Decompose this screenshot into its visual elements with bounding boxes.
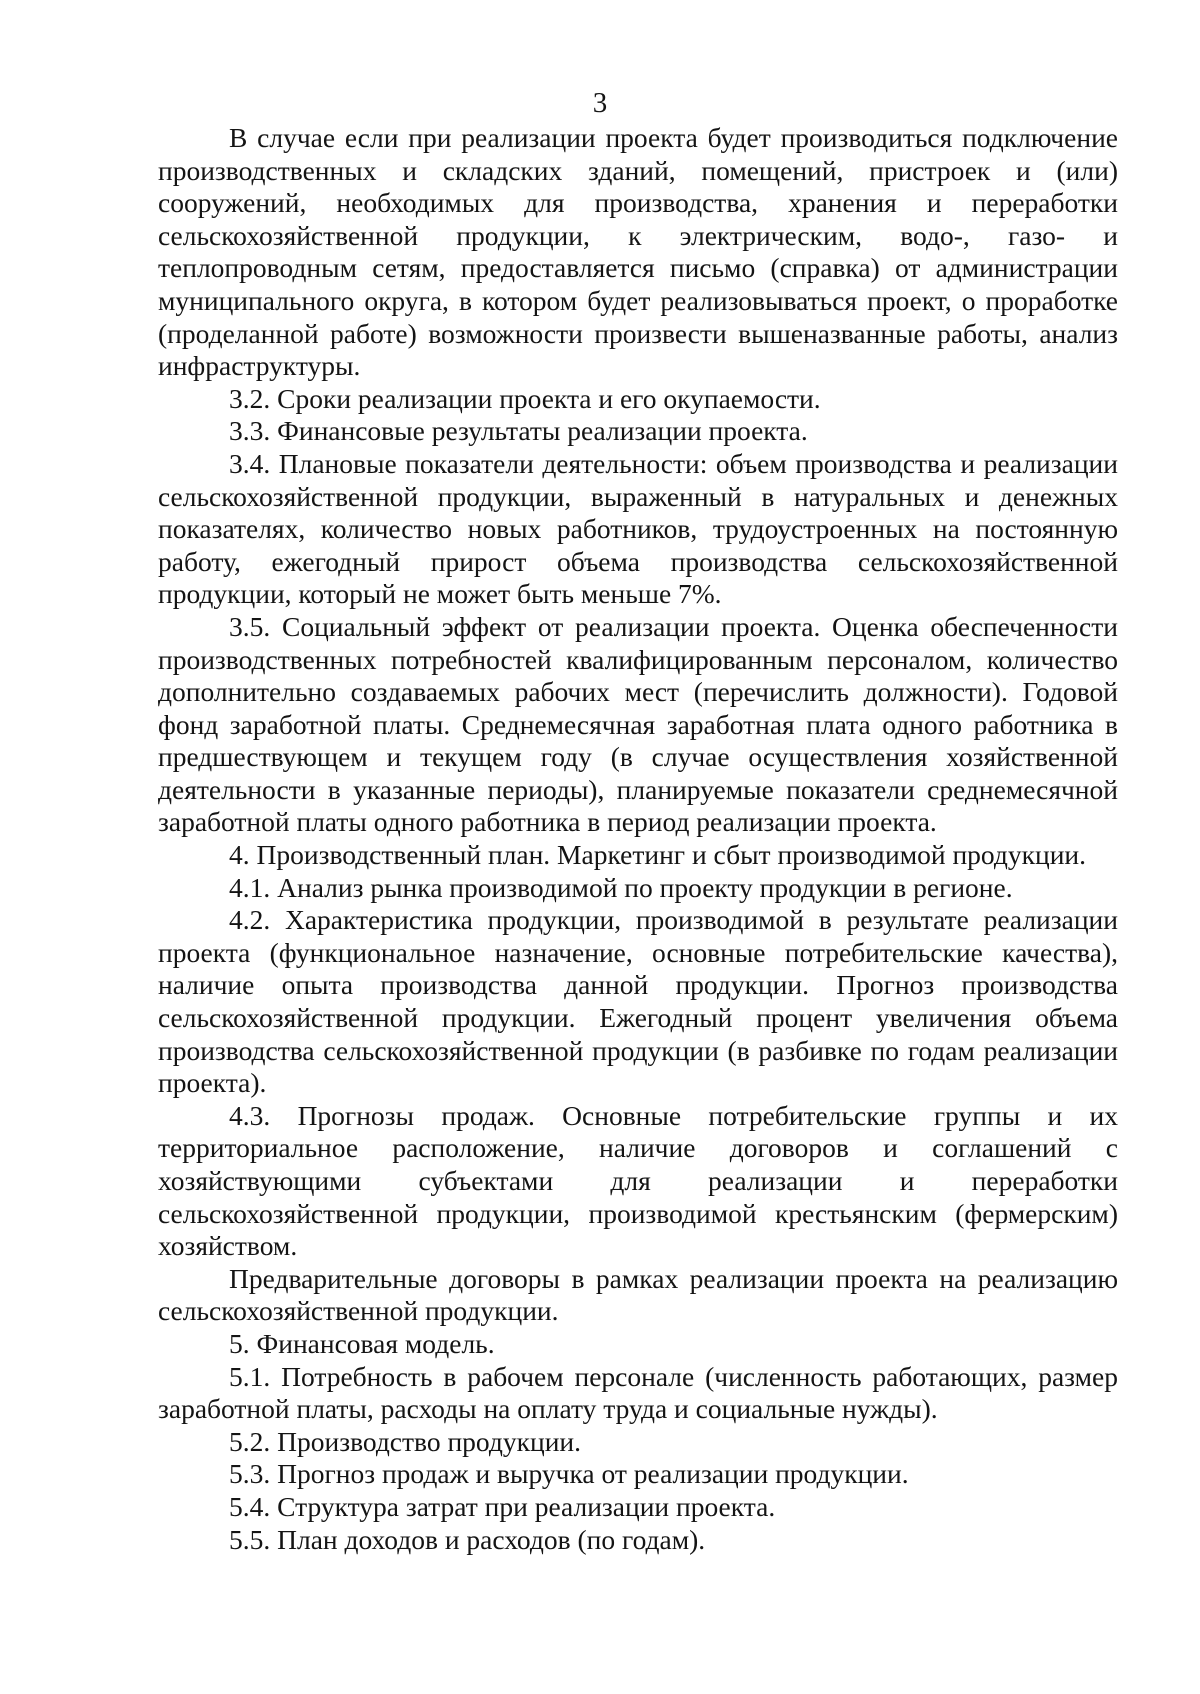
- paragraph-5-2: 5.2. Производство продукции.: [229, 1425, 582, 1457]
- document-body: [158, 122, 1118, 1556]
- paragraph-4-3: 4.3. Прогнозы продаж. Основные потребительские группы и их территориальное расположение, наличие договоров и соглашений с хозяйствующими субъектами для реализации и переработки сельскохозяйственной продукции, производимой крестьянским (фермерским) хозяйством.: [158, 1099, 1118, 1262]
- paragraph-4-1: 4.1. Анализ рынка производимой по проекту продукции в регионе.: [229, 871, 1013, 903]
- paragraph-preliminary-contracts: Предварительные договоры в рамках реализации проекта на реализацию сельскохозяйственной продукции.: [158, 1262, 1118, 1327]
- paragraph-4-2: 4.2. Характеристика продукции, производимой в результате реализации проекта (функциональное назначение, основные потребительские качества), наличие опыта производства данной продукции. Прогноз производства сельскохозяйственной продукции. Ежегодный процент увеличения объема производства сельскохозяйственной продукции (в разбивке по годам реализации проекта).: [158, 904, 1118, 1099]
- paragraph-3-5: 3.5. Социальный эффект от реализации проекта. Оценка обеспеченности производственных потребностей квалифицированным персоналом, количество дополнительно создаваемых рабочих мест (перечислить должности). Годовой фонд заработной платы. Среднемесячная заработная плата одного работника в предшествующем и текущем году (в случае осуществления хозяйственной деятельности в указанные периоды), планируемые показатели среднемесячной заработной платы одного работника в период реализации проекта.: [158, 610, 1118, 838]
- paragraph-5-3: 5.3. Прогноз продаж и выручка от реализации продукции.: [229, 1458, 909, 1490]
- paragraph-3-2: 3.2. Сроки реализации проекта и его окупаемости.: [229, 382, 821, 414]
- paragraph-3-4: 3.4. Плановые показатели деятельности: объем производства и реализации сельскохозяйственной продукции, выраженный в натуральных и денежных показателях, количество новых работников, трудоустроенных на постоянную работу, ежегодный прирост объема производства сельскохозяйственной продукции, который не может быть меньше 7%.: [158, 447, 1118, 610]
- paragraph-5-1: 5.1. Потребность в рабочем персонале (численность работающих, размер заработной платы, расходы на оплату труда и социальные нужды).: [158, 1360, 1118, 1425]
- paragraph-infrastructure-letter: В случае если при реализации проекта будет производиться подключение производственных и складских зданий, помещений, пристроек и (или) сооружений, необходимых для производства, хранения и переработки сельскохозяйственной продукции, к электрическим, водо-, газо- и теплопроводным сетям, предоставляется письмо (справка) от администрации муниципального округа, в котором будет реализовываться проект, о проработке (проделанной работе) возможности произвести вышеназванные работы, анализ инфраструктуры.: [158, 122, 1118, 382]
- paragraph-3-3: 3.3. Финансовые результаты реализации проекта.: [229, 415, 808, 447]
- paragraph-4: 4. Производственный план. Маркетинг и сбыт производимой продукции.: [229, 839, 1086, 871]
- paragraph-5-4: 5.4. Структура затрат при реализации проекта.: [229, 1490, 776, 1522]
- paragraph-5: 5. Финансовая модель.: [229, 1327, 495, 1359]
- page-number: 3: [592, 87, 608, 119]
- paragraph-5-5: 5.5. План доходов и расходов (по годам).: [229, 1523, 706, 1555]
